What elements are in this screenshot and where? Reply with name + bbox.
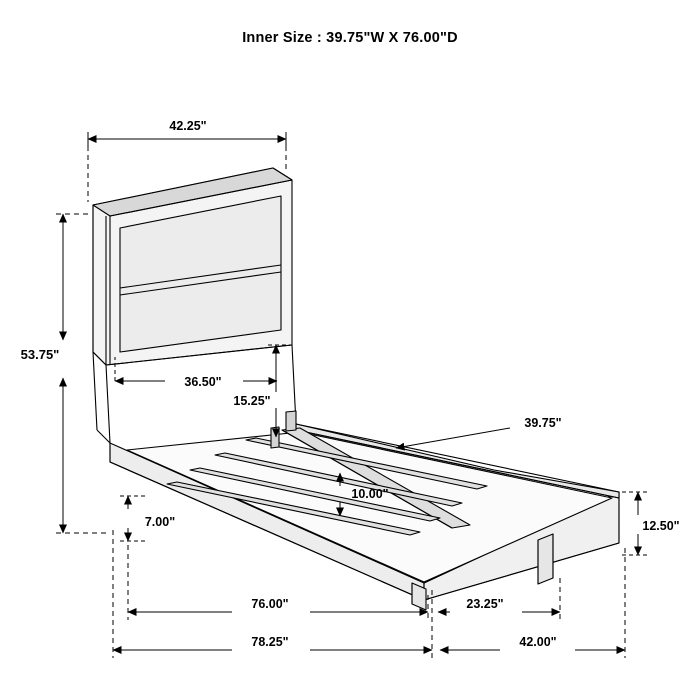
dim-label-headboard-panel-width: 36.50" [184, 375, 222, 389]
dim-label-deck-clearance: 7.00" [144, 515, 176, 529]
dim-label-slat-spacing: 10.00" [351, 487, 389, 501]
dim-label-overall-width: 42.00" [519, 635, 557, 649]
dim-label-inner-length: 76.00" [251, 597, 289, 611]
dim-label-overall-height: 53.75" [20, 347, 60, 362]
dimension-labels [21, 119, 680, 649]
dim-label-footboard-depth: 23.25" [466, 597, 504, 611]
dim-label-headboard-width: 42.25" [169, 119, 207, 133]
dim-label-headboard-lower-height: 15.25" [233, 394, 271, 408]
dim-deck-clearance [120, 496, 145, 541]
dim-label-rail-height: 12.50" [642, 519, 680, 533]
page-title: Inner Size : 39.75"W X 76.00"D [242, 30, 458, 46]
dim-label-overall-length: 78.25" [251, 635, 289, 649]
dim-slat-width [396, 428, 510, 448]
bed-illustration [93, 168, 619, 610]
dim-label-slat-width: 39.75" [524, 416, 562, 430]
leg-front-right [538, 534, 553, 584]
